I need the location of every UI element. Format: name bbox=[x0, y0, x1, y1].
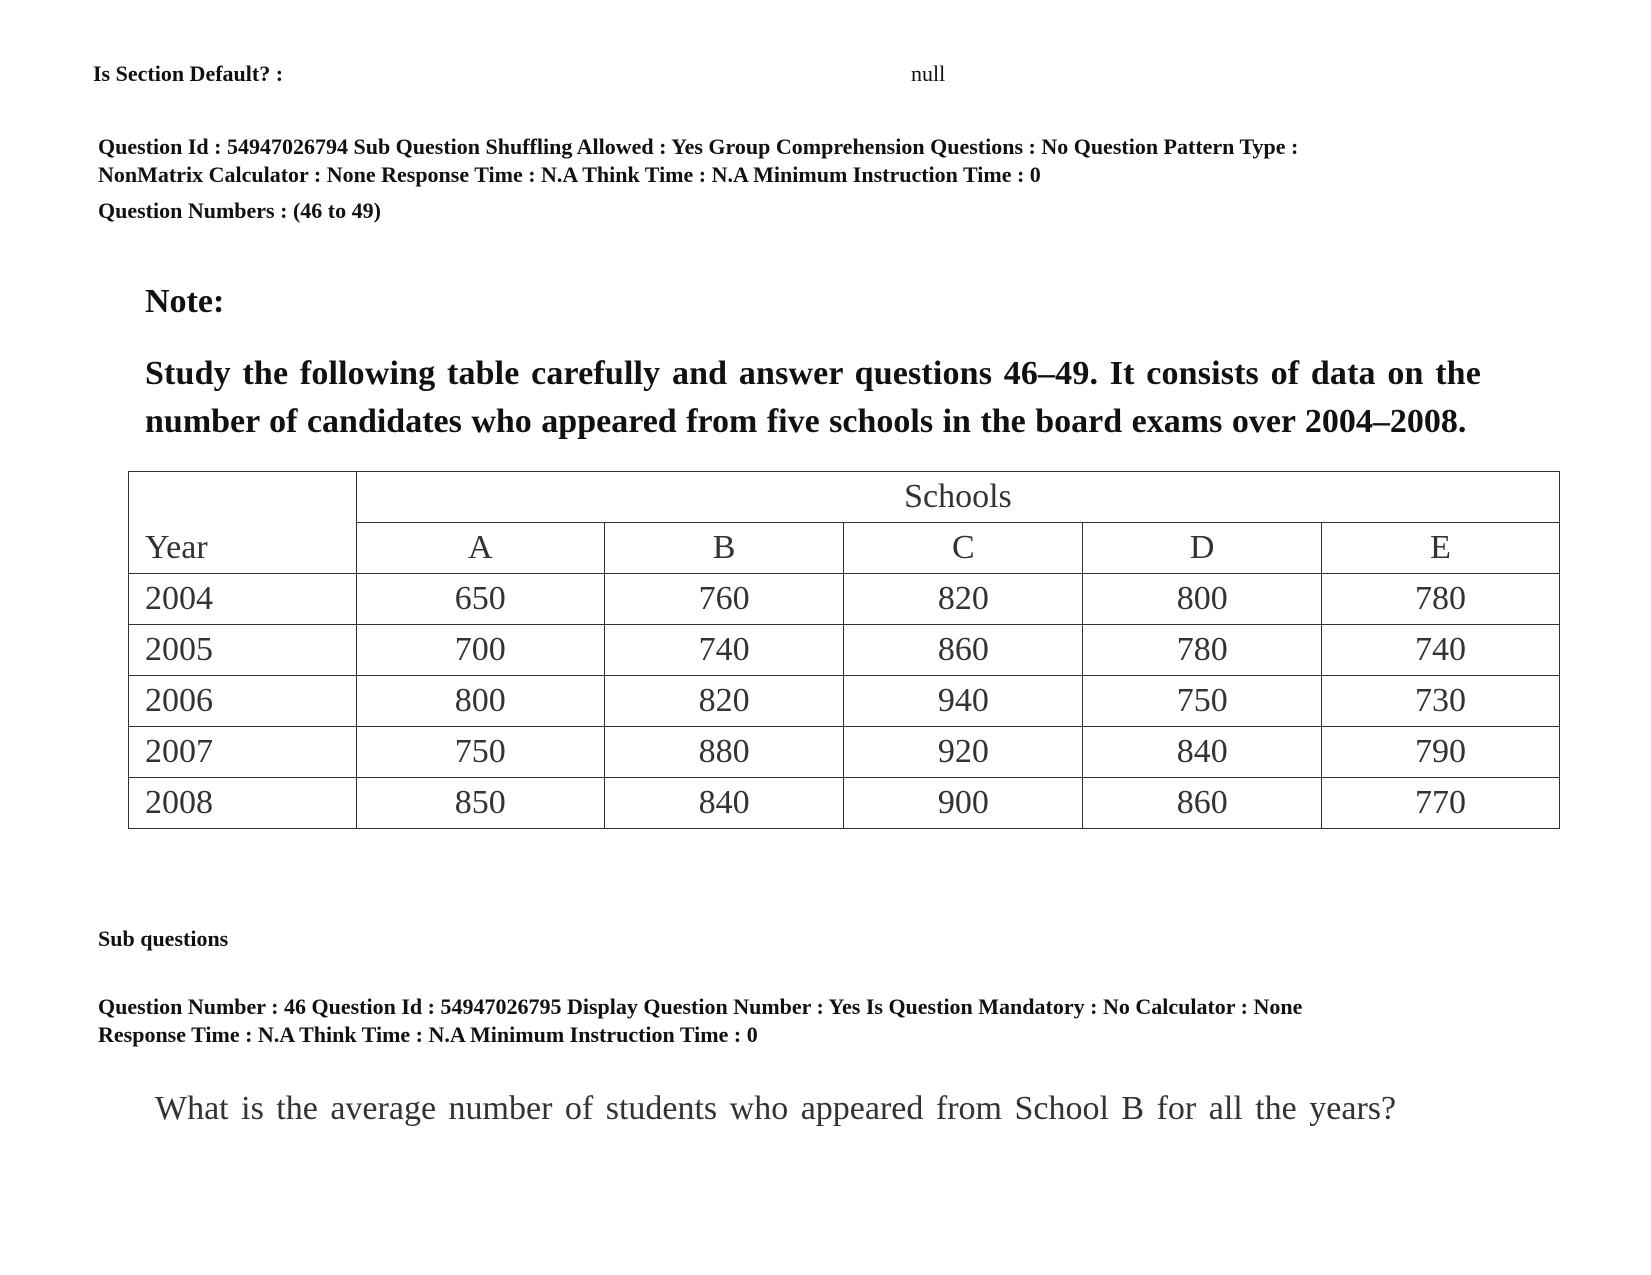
table-cell: 860 bbox=[844, 625, 1083, 676]
table-cell: 780 bbox=[1322, 574, 1560, 625]
table-year-header-top bbox=[129, 472, 357, 523]
table-row bbox=[129, 778, 1560, 829]
note-text-line-1: Study the following table carefully and answer questions 46–49. It consists of data on the bbox=[145, 355, 1481, 392]
table-column-header: D bbox=[1083, 523, 1322, 574]
table-row bbox=[129, 625, 1560, 676]
section-default-value: null bbox=[911, 61, 946, 86]
table-cell: 820 bbox=[604, 676, 844, 727]
question-info bbox=[98, 133, 1518, 189]
table-cell: 800 bbox=[356, 676, 604, 727]
table-cell: 740 bbox=[604, 625, 844, 676]
table-group-header-row bbox=[129, 472, 1560, 523]
table-year-header: Year bbox=[129, 523, 357, 574]
table-cell: 850 bbox=[356, 778, 604, 829]
table-cell: 920 bbox=[844, 727, 1083, 778]
table-column-header: C bbox=[844, 523, 1083, 574]
table-cell: 750 bbox=[356, 727, 604, 778]
question-text: What is the average number of students who appeared from School B for all the years? bbox=[155, 1090, 1397, 1127]
schools-data-table bbox=[128, 471, 1560, 829]
table-cell: 700 bbox=[356, 625, 604, 676]
question-info-line-1: Question Id : 54947026794 Sub Question Shuffling Allowed : Yes Group Comprehension Questions : No Question Pattern Type : bbox=[98, 134, 1299, 159]
question-numbers: Question Numbers : (46 to 49) bbox=[98, 198, 381, 223]
table-cell: 650 bbox=[356, 574, 604, 625]
table-cell: 750 bbox=[1083, 676, 1322, 727]
table-year-cell: 2004 bbox=[129, 574, 357, 625]
table-cell: 740 bbox=[1322, 625, 1560, 676]
table-year-cell: 2005 bbox=[129, 625, 357, 676]
table-column-header: A bbox=[356, 523, 604, 574]
table-cell: 780 bbox=[1083, 625, 1322, 676]
table-cell: 940 bbox=[844, 676, 1083, 727]
table-year-cell: 2008 bbox=[129, 778, 357, 829]
table-column-header: B bbox=[604, 523, 844, 574]
table-cell: 880 bbox=[604, 727, 844, 778]
table-cell: 840 bbox=[604, 778, 844, 829]
table-year-cell: 2007 bbox=[129, 727, 357, 778]
section-default-label: Is Section Default? : bbox=[93, 61, 284, 86]
table-row bbox=[129, 574, 1560, 625]
table-cell: 790 bbox=[1322, 727, 1560, 778]
sub-question-info-line-2: Response Time : N.A Think Time : N.A Minimum Instruction Time : 0 bbox=[98, 1022, 758, 1047]
table-column-header-row bbox=[129, 523, 1560, 574]
table-cell: 900 bbox=[844, 778, 1083, 829]
table-schools-header: Schools bbox=[356, 472, 1559, 523]
note-title: Note: bbox=[145, 283, 225, 320]
table-row bbox=[129, 676, 1560, 727]
table-year-cell: 2006 bbox=[129, 676, 357, 727]
sub-question-info-line-1: Question Number : 46 Question Id : 54947026795 Display Question Number : Yes Is Question Mandatory : No Calculator : None bbox=[98, 994, 1303, 1019]
table-cell: 770 bbox=[1322, 778, 1560, 829]
table-cell: 840 bbox=[1083, 727, 1322, 778]
table-cell: 730 bbox=[1322, 676, 1560, 727]
note-text-line-2: number of candidates who appeared from five schools in the board exams over 2004–2008. bbox=[145, 403, 1467, 440]
table-cell: 800 bbox=[1083, 574, 1322, 625]
sub-questions-heading: Sub questions bbox=[98, 926, 229, 951]
table-column-header: E bbox=[1322, 523, 1560, 574]
table-cell: 820 bbox=[844, 574, 1083, 625]
sub-question-info bbox=[98, 993, 1518, 1049]
table-row bbox=[129, 727, 1560, 778]
table-cell: 860 bbox=[1083, 778, 1322, 829]
table-cell: 760 bbox=[604, 574, 844, 625]
question-info-line-2: NonMatrix Calculator : None Response Time : N.A Think Time : N.A Minimum Instruction Time : 0 bbox=[98, 162, 1041, 187]
note-text bbox=[145, 350, 1545, 446]
